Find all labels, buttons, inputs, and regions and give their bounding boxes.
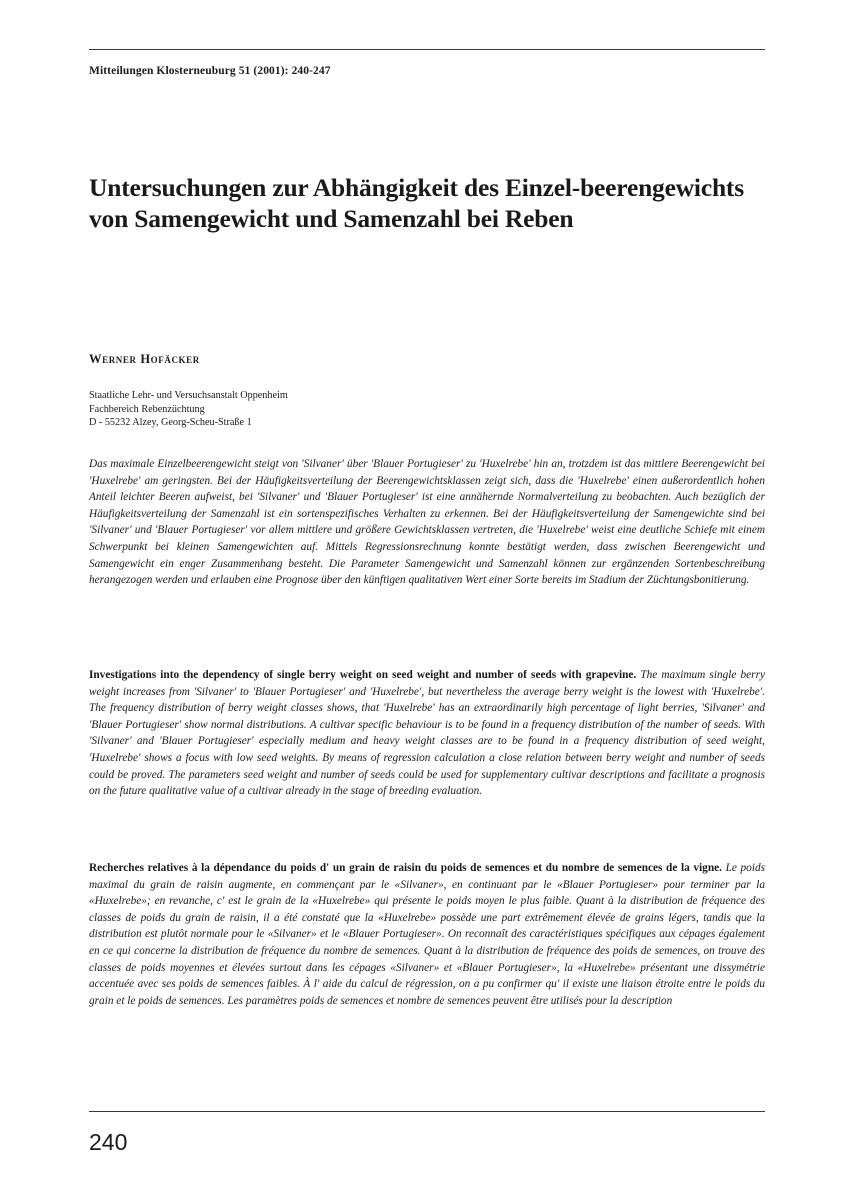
abstract-english [89, 667, 765, 800]
abstract-french [89, 860, 765, 1009]
header-rule [89, 49, 765, 50]
abstract-french-body: Le poids maximal du grain de raisin augmente, en commençant par le «Silvaner», en continuant par le «Blauer Portugieser» pour terminer par la «Huxelrebe»; en revanche, c' est le grain de la «Huxelrebe» qui présente le poids moyen le plus faible. Quant à la distribution de fréquence des classes de poids du grain de raisin, il a été constaté que la «Huxelrebe» possède une part extrêmement élevée de grains légers, tandis que la distribution est plutôt normale pour le «Silvaner» et le «Blauer Portugieser». On reconnaît des caractéristiques spécifiques aux cépages également en ce qui concerne la distribution de fréquence du nombre de semences. Quant à la distribution de fréquence des poids de semences, on trouve des classes de poids moyennes et élevées surtout dans les cépages «Silvaner» et «Blauer Portugieser», la «Huxelrebe» présentant une dissymétrie accentuée avec ses poids de semences faibles. À l' aide du calcul de régression, on a pu confirmer qu' il existe une liaison étroite entre le poids du grain et le poids de semences. Les paramètres poids de semences et nombre de semences peuvent être utilisés pour la description [89, 862, 765, 1007]
author-name: Werner Hofäcker [89, 352, 200, 366]
affiliation-line: Fachbereich Rebenzüchtung [89, 403, 205, 415]
page-number: 240 [89, 1129, 128, 1155]
abstract-german: Das maximale Einzelbeerengewicht steigt von 'Silvaner' über 'Blauer Portugieser' zu 'Huxelrebe' hin an, trotzdem ist das mittlere Beerengewicht bei 'Huxelrebe' am geringsten. Bei der Häufigkeitsverteilung der Beerengewichtsklassen zeigt sich, dass die 'Huxelrebe' einen außerordentlich hohen Anteil leichter Beeren aufweist, bei 'Silvaner' und 'Blauer Portugieser' ist eine annähernde Normalverteilung zu beobachten. Auch bezüglich der Häufigkeitsverteilung der Samenzahl ist ein sortenspezifisches Verhalten zu erkennen. Bei der Häufigkeitsverteilung der Samengewichte sind bei 'Silvaner' und 'Blauer Portugieser' vor allem mittlere und größere Gewichtsklassen vertreten, die 'Huxelrebe' weist eine deutliche Schiefe mit einem Schwerpunkt bei kleinen Samengewichten auf. Mittels Regressionsrechnung konnte bestätigt werden, dass zwischen Beerengewicht und Samengewicht ein enger Zusammenhang besteht. Die Parameter Samengewicht und Samenzahl können zur ergänzenden Sortenbeschreibung herangezogen werden und erlauben eine Prognose über den künftigen qualitativen Wert einer Sorte bereits im Stadium der Züchtungsbonitierung. [89, 458, 765, 587]
abstract-french-heading: Recherches relatives à la dépendance du poids d' un grain de raisin du poids de semences et du nombre de semences de la vigne. [89, 862, 722, 874]
abstract-english-heading: Investigations into the dependency of single berry weight on seed weight and number of seeds with grapevine. [89, 669, 637, 681]
affiliation-line: Staatliche Lehr- und Versuchsanstalt Oppenheim [89, 390, 288, 401]
footer-rule [89, 1111, 765, 1112]
abstract-english-body: The maximum single berry weight increases from 'Silvaner' to 'Blauer Portugieser' and 'Huxelrebe', but nevertheless the average berry weight is the lowest with 'Huxelrebe'. The frequency distribution of berry weight classes shows, that 'Huxelrebe' has an extraordinarily high percentage of light berries, 'Silvaner' and 'Blauer Portugieser' show normal distributions. A cultivar specific behaviour is to be found in a frequency distribution of the number of seeds. With 'Silvaner' and 'Blauer Portugieser' especially medium and heavy weight classes are to be found in a frequency distribution of seed weight, 'Huxelrebe' shows a focus with low seed weights. By means of regression calculation a close relation between berry weight and number of seeds could be proved. The parameters seed weight and number of seeds could be used for supplementary cultivar descriptions and facilitate a prognosis on the future qualitative value of a cultivar already in the stage of breeding evaluation. [89, 669, 765, 798]
affiliation-line: D - 55232 Alzey, Georg-Scheu-Straße 1 [89, 417, 252, 429]
journal-reference: Mitteilungen Klosterneuburg 51 (2001): 240-247 [89, 65, 331, 77]
article-title: Untersuchungen zur Abhängigkeit des Einzel-beerengewichts von Samengewicht und Samenzahl bei Reben [89, 173, 744, 233]
author-affiliation [89, 389, 288, 430]
